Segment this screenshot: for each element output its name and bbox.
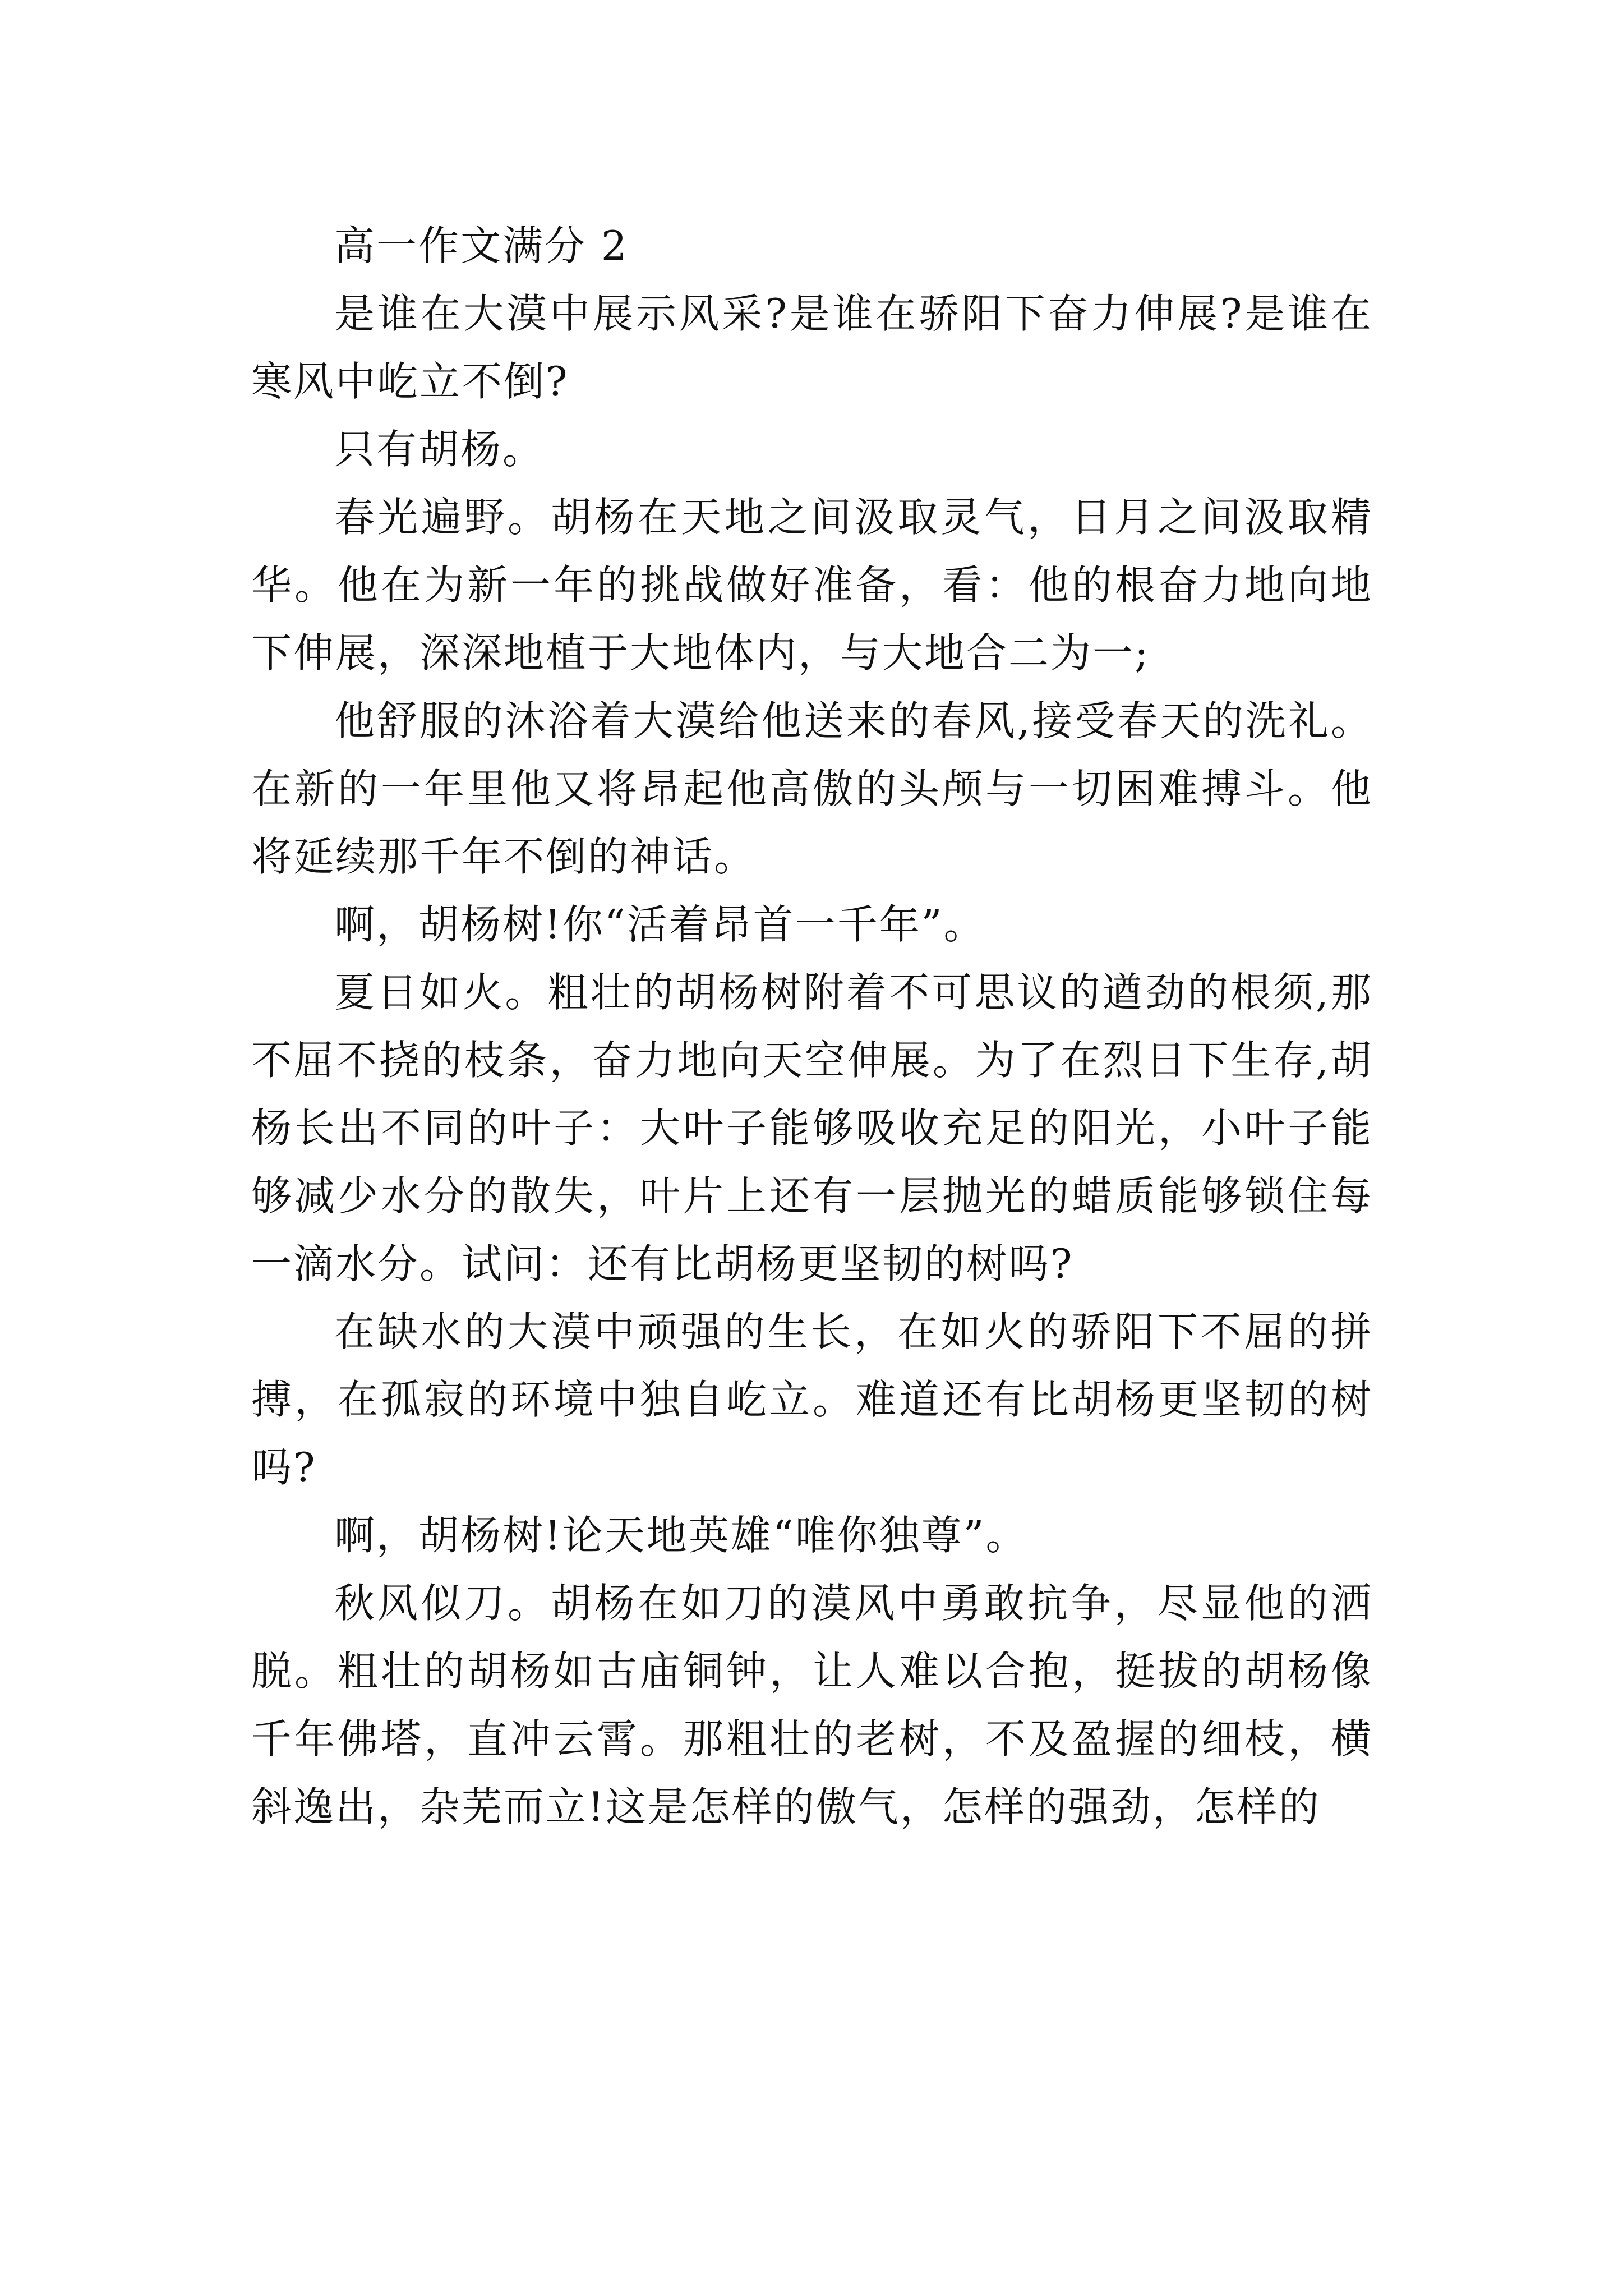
document-title: 高一作文满分 2: [334, 222, 629, 269]
paragraph: 啊，胡杨树!论天地英雄“唯你独尊”。: [334, 1512, 1028, 1559]
paragraph: 秋风似刀。胡杨在如刀的漠风中勇敢抗争，尽显他的洒脱。粗壮的胡杨如古庙铜钟，让人难以合抱，挺拔的胡杨像千年佛塔，直冲云霄。那粗壮的老树，不及盈握的细枝，横斜逸出，杂芜而立!这是怎样的傲气，怎样的强劲，怎样的: [251, 1580, 1373, 1830]
paragraph: 只有胡杨。: [334, 426, 545, 473]
paragraph: 春光遍野。胡杨在天地之间汲取灵气，日月之间汲取精华。他在为新一年的挑战做好准备，看：他的根奋力地向地下伸展，深深地植于大地体内，与大地合二为一;: [251, 494, 1373, 677]
paragraph: 啊，胡杨树!你“活着昂首一千年”。: [334, 901, 986, 948]
paragraph: 夏日如火。粗壮的胡杨树附着不可思议的遒劲的根须,那不屈不挠的枝条，奋力地向天空伸展。为了在烈日下生存,胡杨长出不同的叶子：大叶子能够吸收充足的阳光，小叶子能够减少水分的散失，叶片上还有一层抛光的蜡质能够锁住每一滴水分。试问：还有比胡杨更坚韧的树吗?: [251, 969, 1373, 1287]
document-body: [251, 212, 1373, 1841]
paragraph: 他舒服的沐浴着大漠给他送来的春风,接受春天的洗礼。在新的一年里他又将昂起他高傲的头颅与一切困难搏斗。他将延续那千年不倒的神话。: [251, 697, 1373, 880]
paragraph: 在缺水的大漠中顽强的生长，在如火的骄阳下不屈的拼搏，在孤寂的环境中独自屹立。难道还有比胡杨更坚韧的树吗?: [251, 1308, 1373, 1491]
paragraph: 是谁在大漠中展示风采?是谁在骄阳下奋力伸展?是谁在寒风中屹立不倒?: [251, 290, 1373, 405]
